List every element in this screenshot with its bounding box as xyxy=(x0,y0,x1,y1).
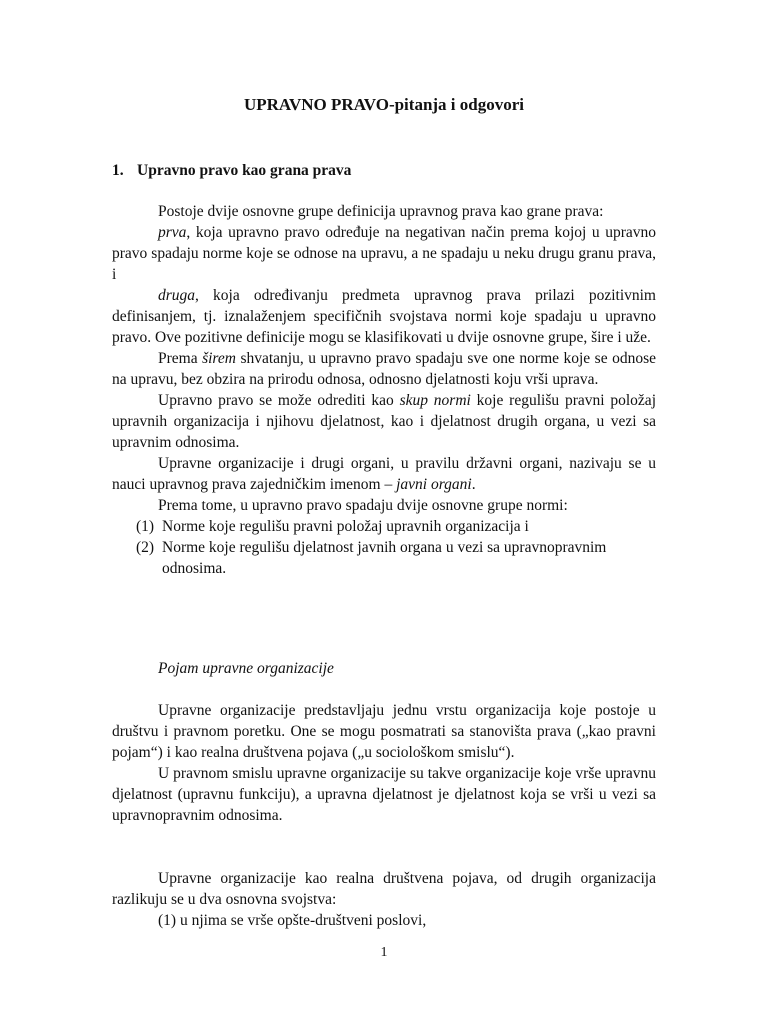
section-heading xyxy=(112,160,351,181)
subsection-body-2 xyxy=(112,868,656,931)
paragraph-svojstvo-1: (1) u njima se vrše opšte-društveni poslovi, xyxy=(158,912,427,929)
paragraph-intro: Postoje dvije osnovne grupe definicija upravnog prava kao grane prava: xyxy=(158,203,604,220)
section-heading-text: Upravno pravo kao grana prava xyxy=(137,162,352,179)
paragraph-sirem: Prema širem shvatanju, u upravno pravo spadaju sve one norme koje se odnose na upravu, bez obzira na prirodu odnosa, odnosno djelatnosti koju vrši uprava. xyxy=(112,350,656,388)
paragraph-prva: prva, koja upravno pravo određuje na negativan način prema kojoj u upravno pravo spadaju norme koje se odnose na upravu, a ne spadaju u neku drugu granu prava, i xyxy=(112,224,656,283)
list-item xyxy=(112,516,656,537)
section-heading-number: 1. xyxy=(112,162,124,179)
list-item-text: Norme koje regulišu pravni položaj upravnih organizacija i xyxy=(162,518,529,535)
page-number: 1 xyxy=(380,945,388,960)
document-page xyxy=(112,0,656,1024)
term-druga: druga xyxy=(158,287,196,304)
term-sirem: širem xyxy=(202,350,236,367)
paragraph-pravnom-smislu: U pravnom smislu upravne organizacije su takve organizacije koje vrše upravnu djelatnost (upravnu funkciju), a upravna djelatnost je djelatnost koja se vrši u vezi sa upravnopravnim odnosima. xyxy=(112,765,656,824)
list-item-text: Norme koje regulišu djelatnost javnih organa u vezi sa upravnopravnim odnosima. xyxy=(162,539,607,577)
list-item xyxy=(112,537,656,579)
document-title: UPRAVNO PRAVO-pitanja i odgovori xyxy=(243,95,525,114)
section-body xyxy=(112,201,656,579)
term-prva: prva xyxy=(158,224,187,241)
term-skup-normi: skup normi xyxy=(399,392,471,409)
subsection-body xyxy=(112,700,656,826)
paragraph-upravne-organizacije: Upravne organizacije predstavljaju jednu vrstu organizacija koje postoje u društvu i pravnom poretku. One se mogu posmatrati sa stanovišta prava („kao pravni pojam“) i kao realna društvena pojava („u sociološkom smislu“). xyxy=(112,702,656,761)
paragraph-skup-normi: Upravno pravo se može odrediti kao skup normi koje regulišu pravni položaj upravnih organizacija i njihovu djelatnost, kao i djelatnost drugih organa, u vezi sa upravnim odnosima. xyxy=(112,392,656,451)
paragraph-realna-pojava: Upravne organizacije kao realna društvena pojava, od drugih organizacija razlikuju se u dva osnovna svojstva: xyxy=(112,870,656,908)
term-javni-organi: javni organi xyxy=(396,476,472,493)
paragraph-druga: druga, koja određivanju predmeta upravnog prava prilazi pozitivnim definisanjem, tj. iznalaženjem specifičnih svojstava normi koje spadaju u upravno pravo. Ove pozitivne definicije mogu se klasifikovati u dvije osnovne grupe, šire i uže. xyxy=(112,287,656,346)
paragraph-prema-tome: Prema tome, u upravno pravo spadaju dvije osnovne grupe normi: xyxy=(158,497,568,514)
list-item-number: (1) xyxy=(136,518,155,535)
paragraph-javni-organi: Upravne organizacije i drugi organi, u pravilu državni organi, nazivaju se u nauci upravnog prava zajedničkim imenom – javni organi. xyxy=(112,455,656,493)
subheading-pojam: Pojam upravne organizacije xyxy=(158,660,334,677)
list-item-number: (2) xyxy=(136,539,155,556)
